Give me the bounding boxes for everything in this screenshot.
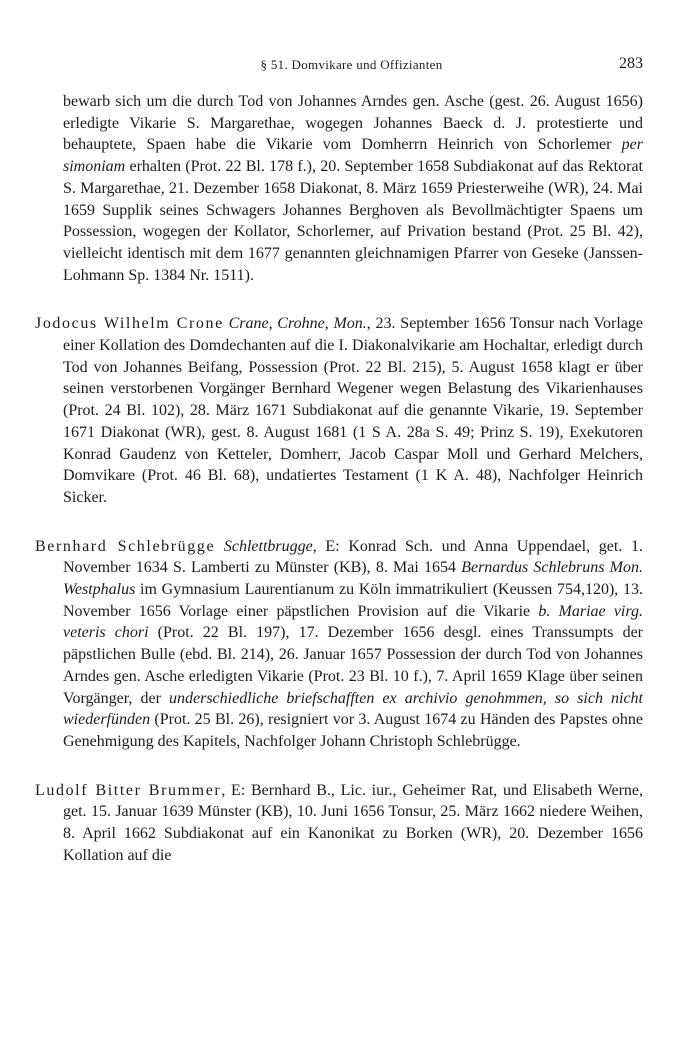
entry-name: Bernhard Schlebrügge [35,537,216,555]
entry-text: (Prot. 22 Bl. 197), 17. Dezember 1656 desgl. eines Transsumpts der päpstlichen Bulle (ebd. Bl. 214), 26. Januar 1657 Possession der durch Tod von Johannes Arndes gen. Asche erledigten Vikarie (Prot. 23 Bl. 10 f.), 7. April 1659 Klage über seinen Vorgänger, der [63,624,644,707]
entry-italic-text: b. Mariae virg. veteris chori [63,602,643,642]
entry-italic-text: Schlettbrugge [223,537,313,555]
running-title: § 51. Domvikare und Offizianten [260,57,443,72]
entry-text: , 23. September 1656 Tonsur nach Vorlage einer Kollation des Domdechanten auf die I. Diakonalvikarie am Hochaltar, erledigt durch Tod von Johannes Beifang, Possession (Prot. 22 Bl. 215), 5. August 1658 klagt er über seinen verstorbenen Vorgänger Bernhard Wegener wegen Belastung des Vikarienhauses (Prot. 24 Bl. 102), 28. März 1671 Subdiakonat auf die genannte Vikarie, 19. September 1671 Diakonat (WR), gest. 8. August 1681 (1 S A. 28a S. 49; Prinz S. 19), Exekutoren Konrad Gaudenz von Ketteler, Domherr, Jacob Caspar Moll und Gerhard Melchers, Domvikare (Prot. 46 Bl. 68), undatiertes Testament (1 K A. 48), Nachfolger Heinrich Sicker. [63,315,644,506]
entry-text: , E: Bernhard B., Lic. iur., Geheimer Rat, und Elisabeth Werne, get. 15. Januar 1639 Münster (KB), 10. Juni 1656 Tonsur, 25. März 1662 niedere Weihen, 8. April 1662 Subdiakonat auf ein Kanonikat zu Borken (WR), 20. Dezember 1656 Kollation auf die [63,781,644,864]
entry-italic-text: per simoniam [63,136,643,176]
entry-brummer [35,780,643,867]
entry-italic-text: Crane, Crohne, Mon. [228,315,367,333]
entry-italic-text: Bernardus Schlebruns Mon. Westphalus [63,559,644,599]
page-number: 283 [619,55,643,72]
entries-list [35,91,643,894]
entry-name: Jodocus Wilhelm Crone [35,315,224,333]
entry-schlebruegge [35,536,643,753]
entry-text: im Gymnasium Laurentianum zu Köln immatrikuliert (Keussen 754,120), 13. November 1656 Vorlage einer päpstlichen Provision auf die Vikarie [63,581,643,620]
page-header [60,55,643,81]
entry-text: erhalten (Prot. 22 Bl. 178 f.), 20. September 1658 Subdiakonat auf das Rektorat S. Margarethae, 21. Dezember 1658 Diakonat, 8. März 1659 Priesterweihe (WR), 24. Mai 1659 Supplik seines Schwagers Johannes Berghoven als Bevollmächtigter Spaens um Possession, wogegen der Kollator, Schorlemer, auf Privation bestand (Prot. 25 Bl. 42), vielleicht identisch mit dem 1677 genannten gleichnamigen Pfarrer von Geseke (Janssen-Lohmann Sp. 1384 Nr. 1511). [63,158,643,284]
entry-crone [35,313,643,508]
entry-text: bewarb sich um die durch Tod von Johannes Arndes gen. Asche (gest. 26. August 1656) erledigte Vikarie S. Margarethae, wogegen Johannes Baeck d. J. protestierte und behauptete, Spaen habe die Vikarie vom Domherrn Heinrich von Schorlemer [63,93,643,154]
entry-text: , E: Konrad Sch. und Anna Uppendael, get. 1. November 1634 S. Lamberti zu Münster (KB), 8. Mai 1654 [63,537,644,577]
entry-name: Ludolf Bitter Brummer [35,781,222,799]
entry-text: (Prot. 25 Bl. 26), resigniert vor 3. August 1674 zu Händen des Papstes ohne Genehmigung des Kapitels, Nachfolger Johann Christoph Schlebrügge. [63,711,643,750]
entry-continuation [35,91,643,286]
entry-italic-text: underschiedliche briefschafften ex archivio genohmmen, so sich nicht wiederfünden [63,689,644,729]
